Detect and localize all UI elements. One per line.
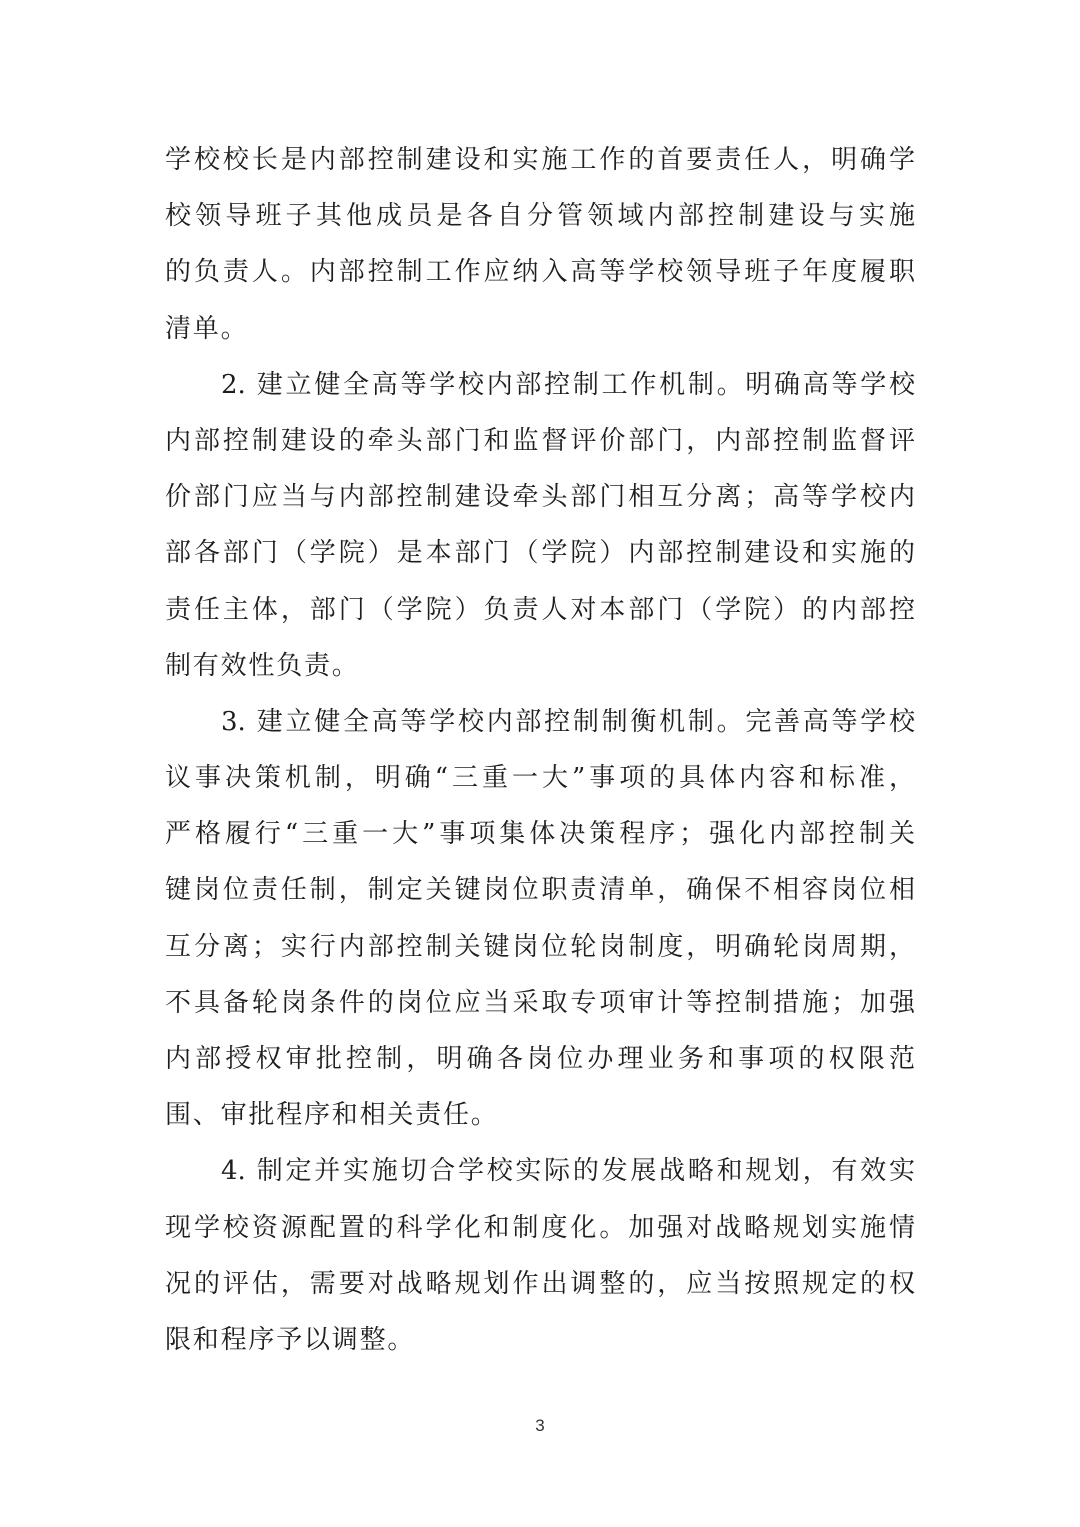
text-line: 校领导班子其他成员是各自分管领域内部控制建设与实施 (165, 201, 915, 232)
paragraph-continuation (165, 132, 915, 357)
text-line: 制有效性负责。 (165, 650, 360, 681)
text-line: 部各部门（学院）是本部门（学院）内部控制建设和实施的 (165, 538, 915, 569)
paragraph-item-3 (165, 694, 915, 1144)
text-line: 学校校长是内部控制建设和实施工作的首要责任人，明确学 (165, 145, 915, 175)
paragraph-item-4 (165, 1143, 915, 1368)
text-line: 限和程序予以调整。 (165, 1324, 416, 1355)
text-line: 严格履行“三重一大”事项集体决策程序；强化内部控制关 (165, 819, 915, 850)
body-text (165, 132, 915, 1368)
text-line: 不具备轮岗条件的岗位应当采取专项审计等控制措施；加强 (165, 987, 915, 1018)
text-line: 4. 制定并实施切合学校实际的发展战略和规划，有效实 (221, 1156, 915, 1187)
text-line: 3. 建立健全高等学校内部控制制衡机制。完善高等学校 (221, 706, 915, 737)
text-line: 互分离；实行内部控制关键岗位轮岗制度，明确轮岗周期， (165, 931, 915, 962)
text-line: 议事决策机制，明确“三重一大”事项的具体内容和标准， (165, 763, 915, 794)
page-number: 3 (535, 1416, 545, 1435)
text-line: 况的评估，需要对战略规划作出调整的，应当按照规定的权 (165, 1268, 915, 1299)
paragraph-item-2 (165, 357, 915, 694)
text-line: 的负责人。内部控制工作应纳入高等学校领导班子年度履职 (165, 257, 915, 288)
text-line: 围、审批程序和相关责任。 (165, 1100, 499, 1131)
text-line: 内部授权审批控制，明确各岗位办理业务和事项的权限范 (165, 1044, 915, 1074)
text-line: 内部控制建设的牵头部门和监督评价部门，内部控制监督评 (165, 425, 915, 456)
text-line: 价部门应当与内部控制建设牵头部门相互分离；高等学校内 (165, 482, 915, 513)
text-line: 清单。 (165, 313, 249, 344)
text-line: 现学校资源配置的科学化和制度化。加强对战略规划实施情 (165, 1212, 915, 1243)
text-line: 责任主体，部门（学院）负责人对本部门（学院）的内部控 (165, 594, 915, 625)
text-line: 2. 建立健全高等学校内部控制工作机制。明确高等学校 (221, 369, 915, 400)
text-line: 键岗位责任制，制定关键岗位职责清单，确保不相容岗位相 (165, 875, 915, 906)
